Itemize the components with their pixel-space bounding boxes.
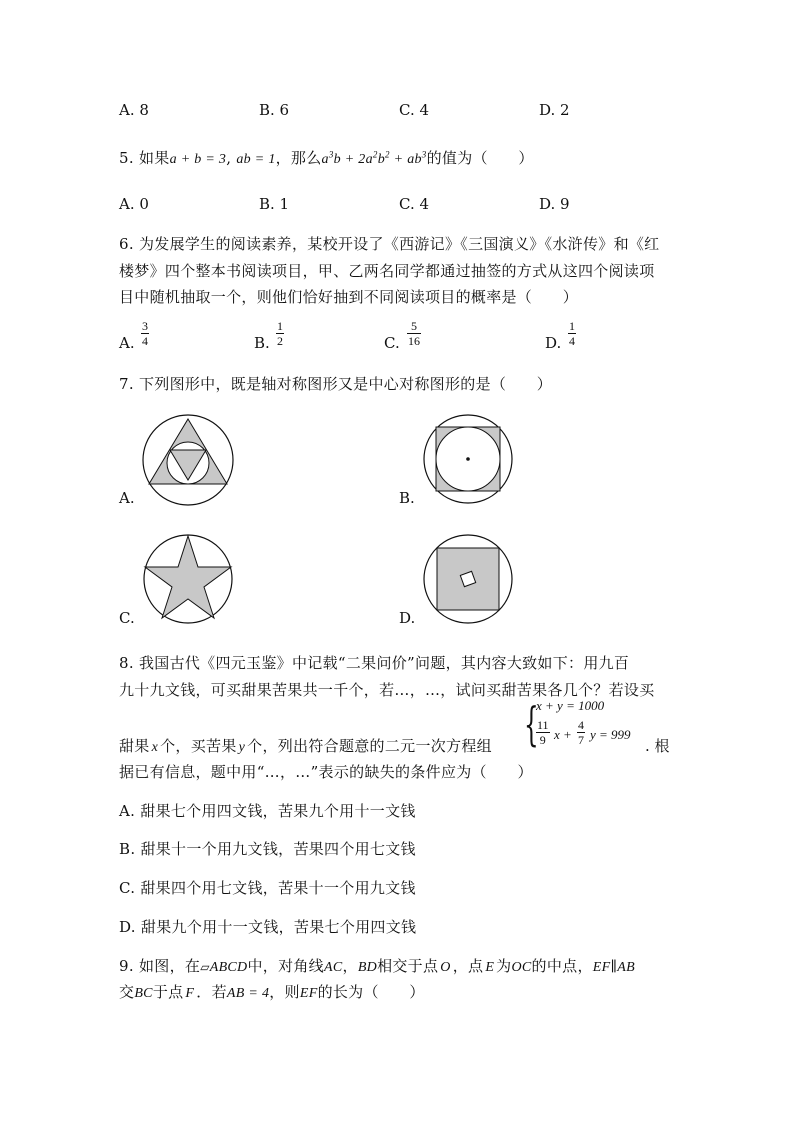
q8-line-2: 九十九文钱，可买甜果苦果共一千个，若…，…，试问买甜苦果各几个？若设买 [119,681,655,699]
q5-option-d: D. 9 [539,195,570,213]
q7-figure-c [141,532,235,626]
q6-option-c-fraction: $\frac{5}{16}$ [408,319,420,348]
parallelogram-icon: ▱ [200,960,210,974]
q8-eq2-mid: x + [554,727,572,742]
q6-option-d-fraction: $\frac{1}{4}$ [569,319,575,348]
q8-eq2-tail: y = 999 [590,727,631,742]
q7-label-a: A. [119,489,135,507]
q8-line-4: 据已有信息，题中用“…，…”表示的缺失的条件应为（ ） [119,763,533,781]
q8-option-d: D. 甜果九个用十一文钱，苦果七个用四文钱 [119,918,417,936]
q8-equation-1: x + y = 1000 [536,698,605,713]
q7-figure-b [421,412,515,506]
q5-cond2: ab = 1 [236,152,276,167]
q7-question: 7. 下列图形中，既是轴对称图形又是中心对称图形的是（ ） [119,375,553,393]
q8-line-3: 甜果 x 个，买苦果 y 个，列出符合题意的二元一次方程组 [119,737,492,755]
q8-eq2-frac-2: $\frac{4}{7}$ [578,718,584,747]
q5-expression: $a^3b + 2a^2b^2 + ab^3$ [321,149,427,167]
q5-option-b: B. 1 [259,195,290,213]
q8-var-y: y [238,740,246,755]
q5-cond1: a + b = 3 [169,152,227,167]
q8-option-b: B. 甜果十一个用九文钱，苦果四个用七文钱 [119,840,416,858]
q9-line-1: 9. 如图，在▱ABCD中，对角线AC，BD相交于点 O ，点 E 为OC的中点，EF∥AB [119,957,635,975]
q4-option-d: D. 2 [539,101,570,119]
q5-question [119,147,534,168]
q6-option-b-fraction: $\frac{1}{2}$ [277,319,283,348]
q7-label-b: B. [399,489,415,507]
q5-tail: 的值为（ ） [426,149,534,167]
q7-label-d: D. [399,609,416,627]
q9-line-2: 交BC于点 F ．若AB = 4，则EF的长为（ ） [119,983,425,1001]
q5-option-c: C. 4 [399,195,430,213]
q5-mid: ，那么 [275,149,322,167]
q5-option-a: A. 0 [119,195,149,213]
q6-option-a-fraction: $\frac{3}{4}$ [142,319,148,348]
q6-option-a-label: A. [119,334,135,352]
q7-label-c: C. [119,609,135,627]
q5-comma: , [226,149,232,167]
q8-option-a: A. 甜果七个用四文钱，苦果九个用十一文钱 [119,802,416,820]
q5-lead: 如果 [139,149,170,167]
q8-option-c: C. 甜果四个用七文钱，苦果十一个用九文钱 [119,879,416,897]
q8-line-3-end: . 根 [645,737,670,755]
q4-option-b: B. 6 [259,101,290,119]
q6-line-3: 目中随机抽取一个，则他们恰好抽到不同阅读项目的概率是（ ） [119,288,579,306]
q6-option-d-label: D. [545,334,562,352]
q6-line-1: 6. 为发展学生的阅读素养，某校开设了《西游记》《三国演义》《水浒传》和《红 [119,235,660,253]
q4-option-a: A. 8 [119,101,149,119]
q8-var-x: x [151,740,159,755]
q4-option-c: C. 4 [399,101,430,119]
q8-eq2-frac-1: $\frac{11}{9}$ [537,718,549,747]
q5-number: 5. [119,149,134,167]
q7-figure-d [421,532,515,626]
q6-option-b-label: B. [254,334,270,352]
q6-line-2: 楼梦》四个整本书阅读项目，甲、乙两名同学都通过抽签的方式从这四个阅读项 [119,262,655,280]
q8-line-1: 8. 我国古代《四元玉鉴》中记载“二果问价”问题，其内容大致如下：用九百 [119,654,630,672]
q6-option-c-label: C. [384,334,400,352]
q8-system-brace: { [524,697,539,751]
q7-figure-a [140,412,236,508]
